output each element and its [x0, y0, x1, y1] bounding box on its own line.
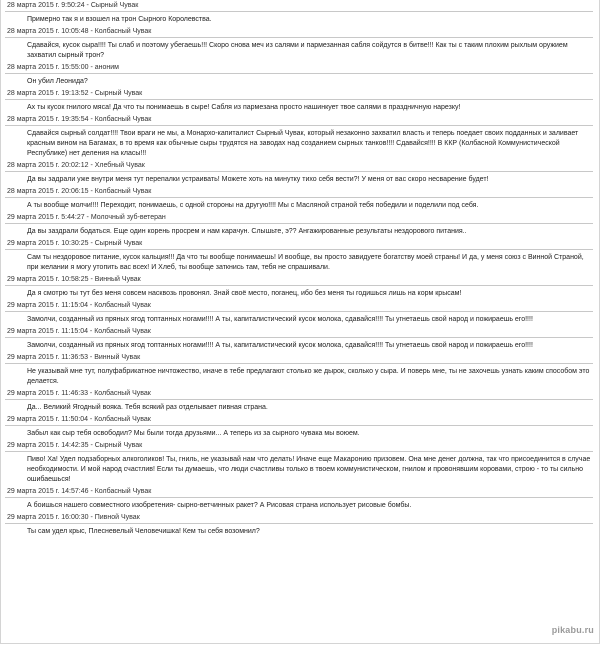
watermark: pikabu.ru: [551, 625, 594, 635]
comment-header: 29 марта 2015 г. 14:57:46 - Колбасный Чувак: [7, 488, 152, 495]
comment-item: [5, 2, 593, 28]
comment-text: Замолчи, созданный из пряных ягод топтанных ногами!!!! А ты, капиталистический кусок молока, сдавайся!!!! Ты угнетаешь свой народ и пожираешь его!!!!: [27, 342, 533, 349]
comment-text: Да... Великий Ягодный вояка. Тебя всякий раз отделывает пивная страна.: [27, 404, 268, 411]
comment-header: 29 марта 2015 г. 10:30:25 - Сырный Чувак: [7, 240, 143, 247]
comment-text: Да вы заздрали бодаться. Еще один корень просрем и нам карачун. Слышьте, э?? Ангажированные результаты нездорового питания..: [27, 228, 467, 235]
comment-header: 28 марта 2015 г. 19:35:54 - Колбасный Чувак: [7, 116, 152, 123]
comment-item: [5, 64, 593, 90]
comment-item: [5, 214, 593, 240]
comment-header: 28 марта 2015 г. 19:13:52 - Сырный Чувак: [7, 90, 143, 97]
comment-item: [5, 354, 593, 390]
comment-header: 29 марта 2015 г. 14:42:35 - Сырный Чувак: [7, 442, 143, 449]
comment-text: Забыл как сыр тебя освободил? Мы были тогда друзьями... А теперь из за сырного чувака мы воюем.: [27, 430, 360, 437]
comment-list: [5, 2, 593, 540]
comment-header: 28 марта 2015 г. 20:02:12 - Хлебный Чувак: [7, 162, 145, 169]
comment-text: Он убил Леонида?: [27, 78, 88, 85]
comment-item: [5, 28, 593, 64]
comment-item: [5, 302, 593, 328]
comment-item: [5, 240, 593, 276]
comment-header: 28 марта 2015 г. 20:06:15 - Колбасный Чувак: [7, 188, 152, 195]
comment-text: Сам ты нездоровое питание, кусок кальция!!! Да что ты вообще понимаешь! И вообще, вы просто завидуете богатству моей страны! И да, у меня союз с Винной Страной, при желании я могу утопить вас всех! И Хлеб, ты вообще заткнись там, тебя не спрашивали.: [27, 254, 584, 271]
comment-item: [5, 162, 593, 188]
comment-header: 29 марта 2015 г. 11:50:04 - Колбасный Чувак: [7, 416, 151, 423]
comment-text: А боишься нашего совместного изобретения- сырно-ветчинных ракет? А Рисовая страна использует рисовые бомбы.: [27, 502, 412, 509]
comment-header: 28 марта 2015 г. 10:05:48 - Колбасный Чувак: [7, 28, 152, 35]
comment-header: 29 марта 2015 г. 5:44:27 - Молочный зуб-ветеран: [7, 214, 166, 221]
comment-item: [5, 514, 593, 540]
comment-header: 28 марта 2015 г. 15:55:00 - аноним: [7, 64, 119, 71]
comment-text: Не указывай мне тут, полуфабрикатное ничтожество, иначе в тебе предлагают столько же дырок, сколько у сыра. И поверь мне, ты не захочешь узнать каким способом это делается.: [27, 368, 590, 385]
comment-text: Сдавайся сырный солдат!!!! Твои враги не мы, а Монархо-капиталист Сырный Чувак, который незаконно захватил власть и теперь поедает своих подданных и заливает красным вином на Багамах, в то время как обычные сыры трудятся на заводах над созданием сырных танков!!!! Сдавайся!!!! В ККР (Колбасной Коммунистической Республике) нет деления на класы!!!: [27, 130, 579, 157]
comment-header: 29 марта 2015 г. 11:15:04 - Колбасный Чувак: [7, 328, 151, 335]
comment-text: Ах ты кусок гнилого мяса! Да что ты понимаешь в сыре! Сабля из пармезана просто нашинкует твое салями в праздничную нарезку!: [27, 104, 461, 111]
comment-text: А ты вообще молчи!!!! Переходит, понимаешь, с одной стороны на другую!!!! Мы с Масляной страной тебя победили и поделили под себя.: [27, 202, 479, 209]
comment-text: Да вы задрали уже внутри меня тут перепалки устраивать! Можете хоть на минутку тихо себя вести?! У меня от вас скоро несварение будет!: [27, 176, 489, 183]
comment-text: Сдавайся, кусок сыра!!!! Ты слаб и поэтому убегаешь!!! Скоро снова меч из салями и пармезанная сабля сойдутся в битве!!! Как ты с таким плохим рыхлым оружием захватил сырный трон?: [27, 42, 568, 59]
comment-item: [5, 328, 593, 354]
comment-header: 29 марта 2015 г. 11:46:33 - Колбасный Чувак: [7, 390, 151, 397]
comment-header: 29 марта 2015 г. 11:15:04 - Колбасный Чувак: [7, 302, 151, 309]
comment-item: [5, 416, 593, 442]
comment-header: 29 марта 2015 г. 11:36:53 - Винный Чувак: [7, 354, 141, 361]
comment-item: [5, 116, 593, 162]
comment-header: 28 марта 2015 г. 9:50:24 - Сырный Чувак: [7, 2, 139, 9]
comment-text: Ты сам удел крыс, Плесневелый Человечишка! Кем ты себя возомнил?: [27, 528, 260, 535]
comment-item: [5, 488, 593, 514]
comment-header: 29 марта 2015 г. 16:00:30 - Пивной Чувак: [7, 514, 140, 521]
comment-header: 29 марта 2015 г. 10:58:25 - Винный Чувак: [7, 276, 141, 283]
comment-item: [5, 390, 593, 416]
comment-text: Замолчи, созданный из пряных ягод топтанных ногами!!!! А ты, капиталистический кусок молока, сдавайся!!!! Ты угнетаешь свой народ и пожираешь его!!!!: [27, 316, 533, 323]
comment-item: [5, 90, 593, 116]
comment-text: Да я смотрю ты тут без меня совсем насквозь провонял. Знай своё место, поганец, ибо без меня ты годишься лишь на корм крысам!: [27, 290, 462, 297]
comment-item: [5, 276, 593, 302]
comment-text: Пиво! Ха! Удел подзаборных алкоголиков! Ты, гниль, не указывай нам что делать! Иначе еще Макаронию призовем. Она мне денег должна, так что присоединится в случае необходимости. И мой народ счастлив! Если ты думаешь, что люди счастливы только в твоем коммунистическом, гнилом и провонявшим коровами, строю - то ты сильно ошибаешься!: [27, 456, 591, 483]
comment-item: [5, 188, 593, 214]
comment-item: [5, 442, 593, 488]
comment-text: Примерно так я и взошел на трон Сырного Королевства.: [27, 16, 212, 23]
